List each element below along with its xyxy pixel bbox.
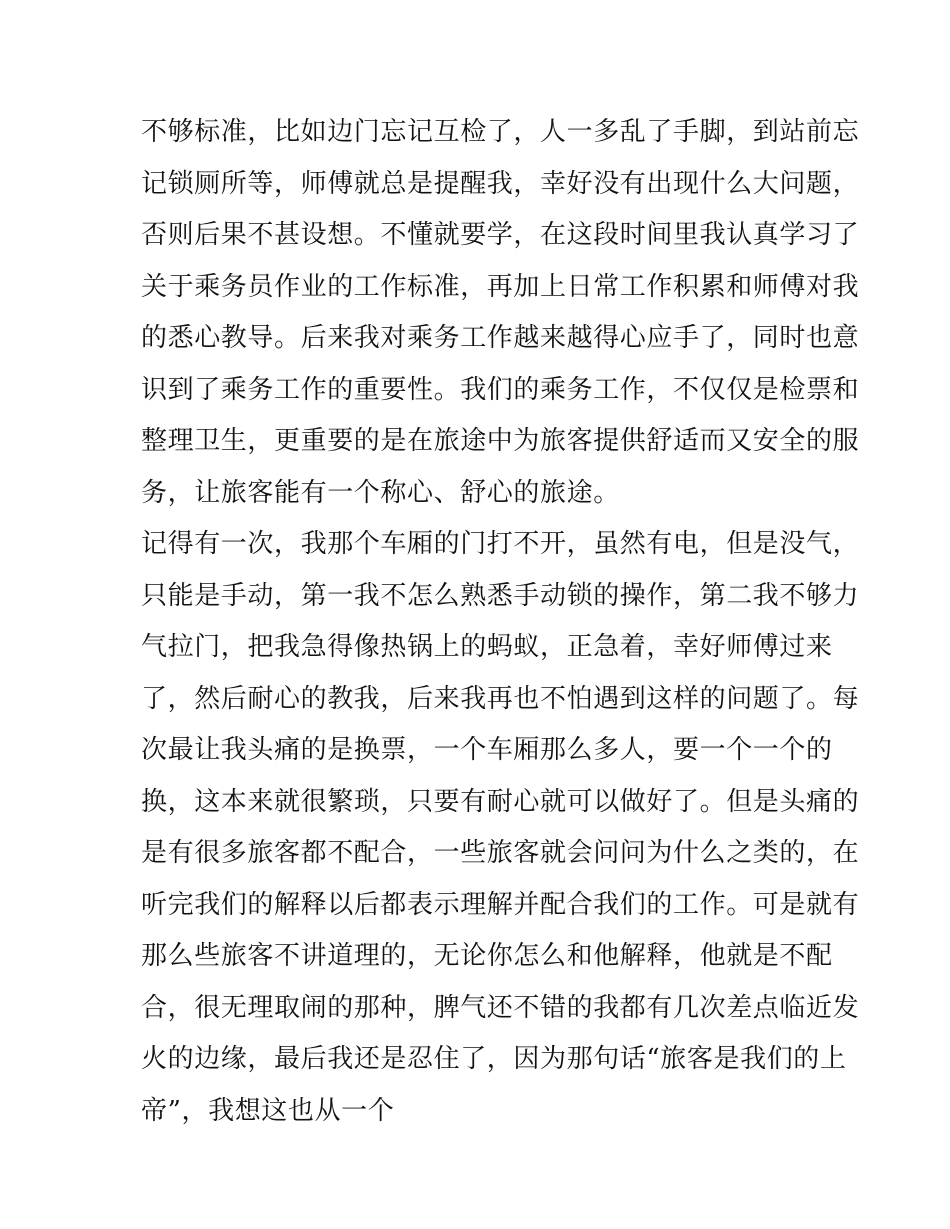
text-line: 记得有一次，我那个车厢的门打不开，虽然有电，但是没气， (141, 529, 860, 559)
text-line: 记锁厕所等，师傅就总是提醒我，幸好没有出现什么大问题， (141, 168, 860, 199)
text-line: 的悉心教导。后来我对乘务工作越来越得心应手了，同时也意 (141, 323, 860, 353)
text-line: 火的边缘，最后我还是忍住了，因为那句话“旅客是我们的上 (141, 1044, 847, 1074)
text-line: 帝”，我想这也从一个 (141, 1095, 395, 1126)
text-line: 不够标准，比如边门忘记互检了，人一多乱了手脚，到站前忘 (141, 117, 860, 147)
text-line: 整理卫生，更重要的是在旅途中为旅客提供舒适而又安全的服 (141, 426, 860, 456)
text-line: 那么些旅客不讲道理的，无论你怎么和他解释，他就是不配 (141, 941, 833, 971)
text-line: 气拉门，把我急得像热锅上的蚂蚁，正急着，幸好师傅过来 (141, 632, 833, 662)
text-line: 合，很无理取闹的那种，脾气还不错的我都有几次差点临近发 (141, 992, 860, 1023)
text-line: 了，然后耐心的教我，后来我再也不怕遇到这样的问题了。每 (141, 683, 860, 714)
text-line: 是有很多旅客都不配合，一些旅客就会问问为什么之类的，在 (141, 838, 860, 868)
text-line: 关于乘务员作业的工作标准，再加上日常工作积累和师傅对我 (141, 271, 860, 302)
text-line: 听完我们的解释以后都表示理解并配合我们的工作。可是就有 (141, 889, 860, 920)
text-line: 只能是手动，第一我不怎么熟悉手动锁的操作，第二我不够力 (141, 580, 860, 611)
text-line: 换，这本来就很繁琐，只要有耐心就可以做好了。但是头痛的 (141, 786, 860, 817)
text-line: 识到了乘务工作的重要性。我们的乘务工作，不仅仅是检票和 (141, 374, 860, 405)
body-text (141, 107, 860, 1137)
text-line: 否则后果不甚设想。不懂就要学，在这段时间里我认真学习了 (141, 220, 860, 250)
text-line: 务，让旅客能有一个称心、舒心的旅途。 (141, 477, 620, 508)
text-line: 次最让我头痛的是换票，一个车厢那么多人，要一个一个的 (141, 735, 833, 765)
